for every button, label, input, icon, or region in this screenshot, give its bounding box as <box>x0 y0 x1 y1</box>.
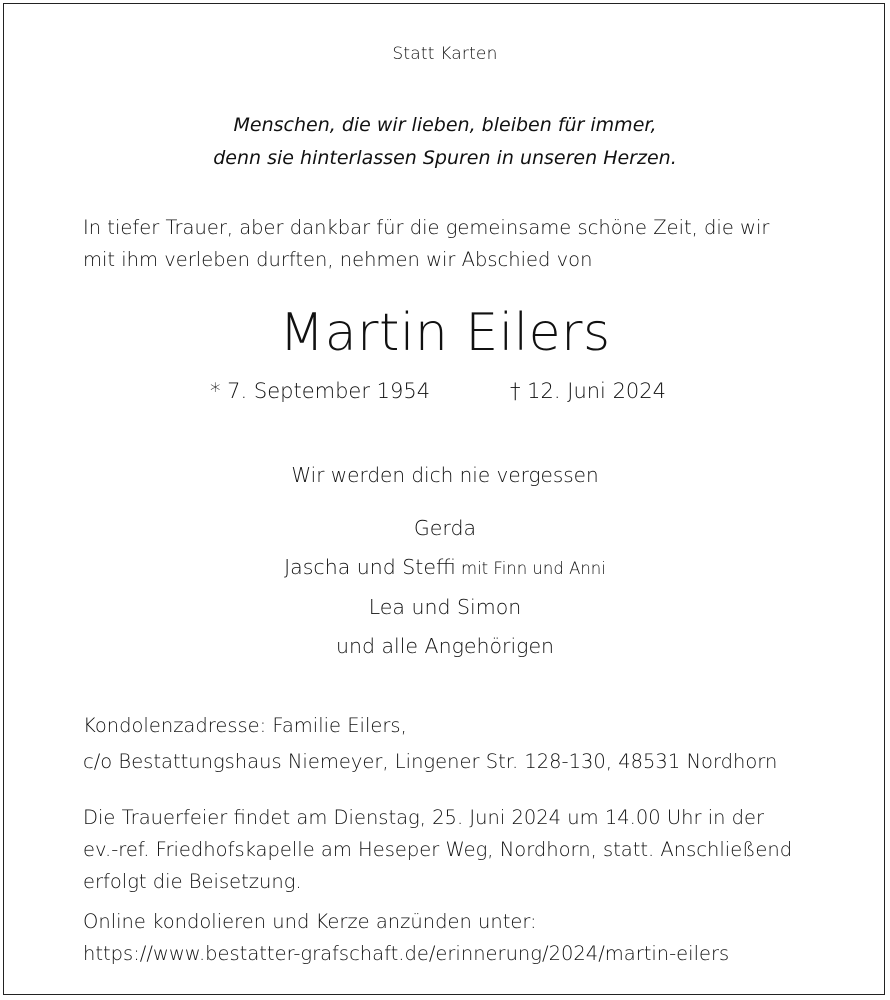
intro-line-2: mit ihm verleben durften, nehmen wir Abschied von <box>83 248 593 271</box>
header-text: Statt Karten <box>392 44 498 64</box>
condolence-line-2: c/o Bestattungshaus Niemeyer, Lingener Str. 128-130, 48531 Nordhorn <box>83 750 778 773</box>
family-line-2-main: Jascha und Steffi <box>284 555 456 579</box>
family-line-2 <box>0 555 890 579</box>
motto-line-2: denn sie hinterlassen Spuren in unseren Herzen. <box>213 147 677 169</box>
family-line-3: Lea und Simon <box>368 595 522 619</box>
condolence-line-1: Kondolenzadresse: Familie Eilers, <box>83 714 407 737</box>
online-condolence-text: Online kondolieren und Kerze anzünden unter: <box>83 910 537 933</box>
death-date: † 12. Juni 2024 <box>510 379 667 403</box>
service-line-2: ev.-ref. Friedhofskapelle am Heseper Weg, Nordhorn, statt. Anschließend <box>83 838 793 861</box>
motto-line-1: Menschen, die wir lieben, bleiben für immer, <box>233 114 657 136</box>
family-line-2-children: mit Finn und Anni <box>455 559 606 578</box>
farewell-text: Wir werden dich nie vergessen <box>291 463 599 487</box>
intro-line-1: In tiefer Trauer, aber dankbar für die gemeinsame schöne Zeit, die wir <box>83 216 770 239</box>
service-line-3: erfolgt die Beisetzung. <box>83 870 302 893</box>
birth-date: * 7. September 1954 <box>210 379 431 403</box>
deceased-name: Martin Eilers <box>279 303 611 363</box>
family-line-4: und alle Angehörigen <box>335 634 555 658</box>
online-condolence-link[interactable]: https://www.bestatter-grafschaft.de/erinnerung/2024/martin-eilers <box>83 942 730 965</box>
family-line-1: Gerda <box>413 516 477 540</box>
service-line-1: Die Trauerfeier findet am Dienstag, 25. Juni 2024 um 14.00 Uhr in der <box>83 806 765 829</box>
